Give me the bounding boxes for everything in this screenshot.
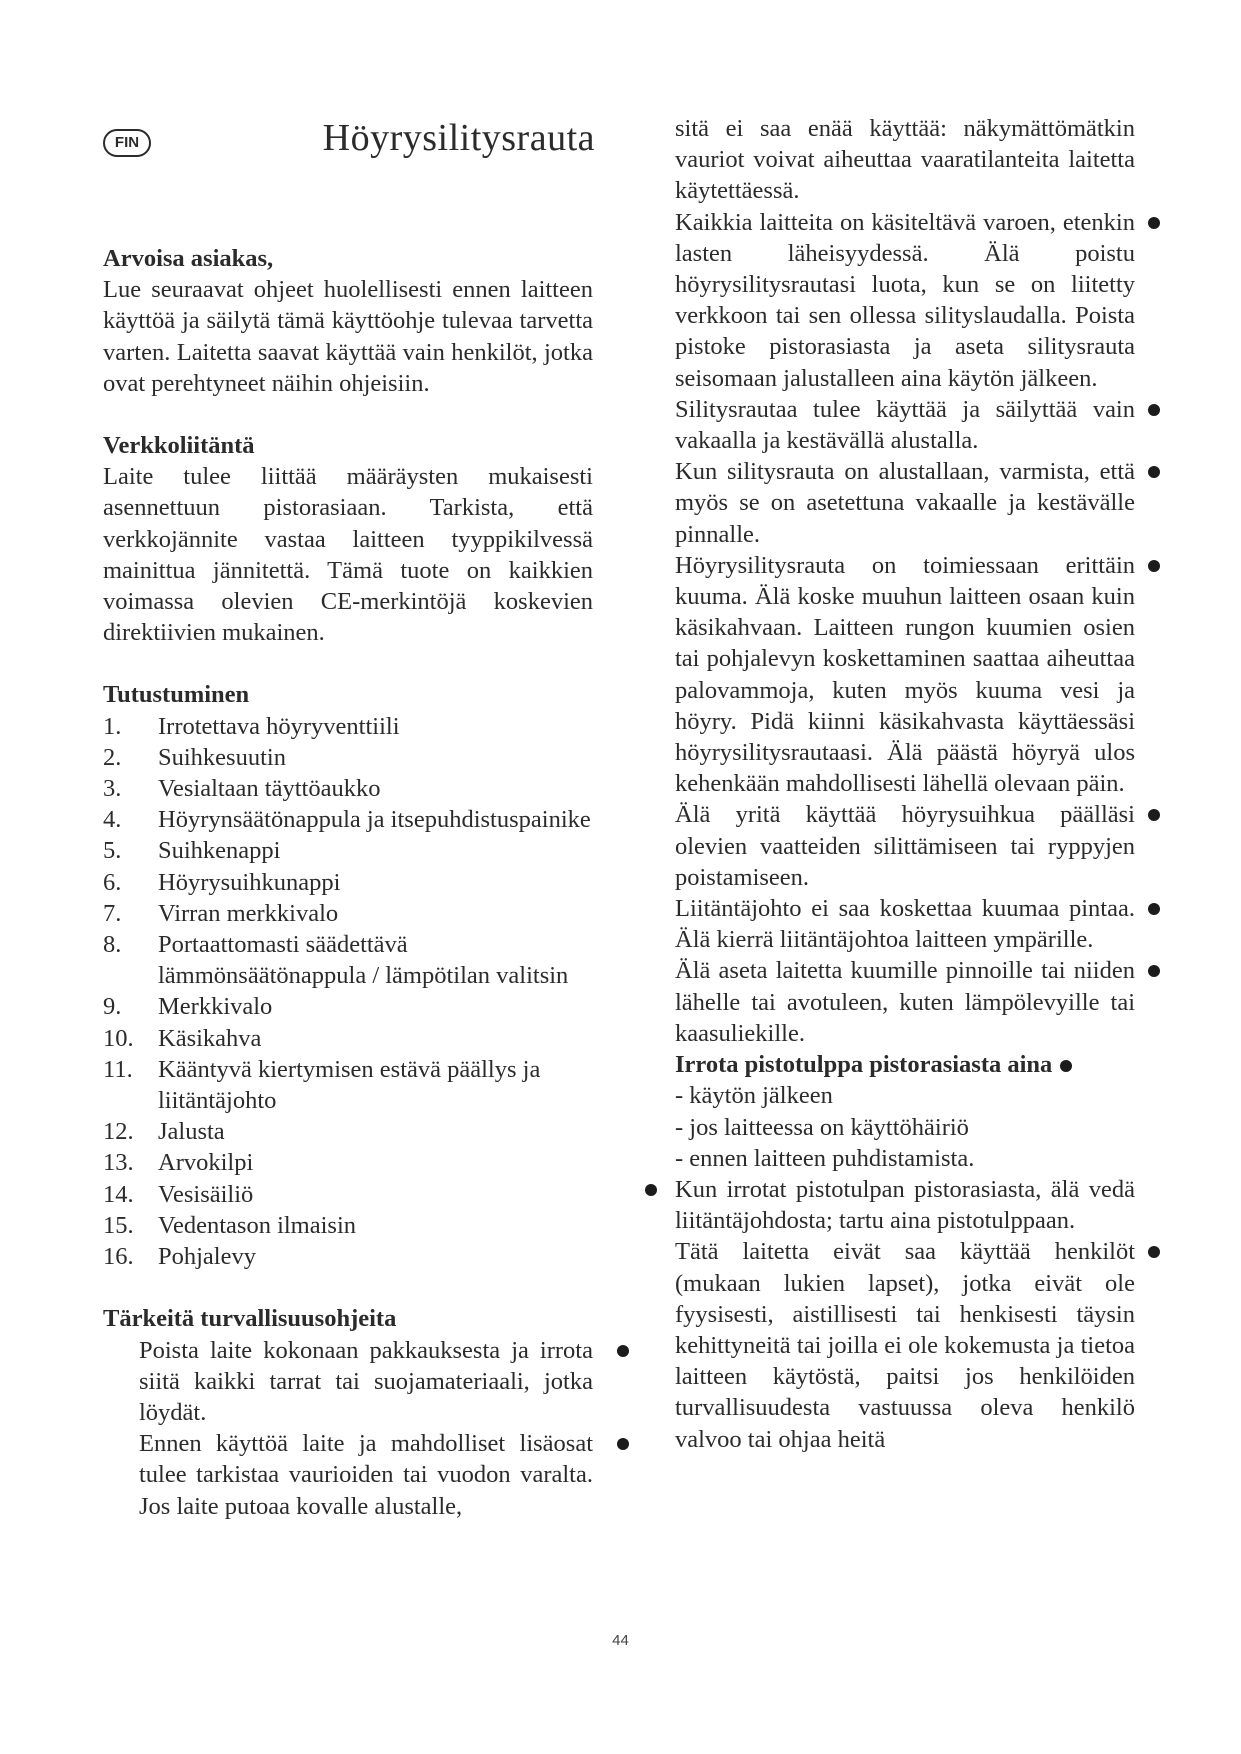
list-item	[103, 773, 593, 804]
safety-item	[675, 550, 1135, 800]
list-item-number: 7.	[103, 899, 122, 927]
bullet-icon	[1148, 560, 1160, 572]
list-item-text: Irrotettava höyryventtiili	[158, 712, 400, 740]
bullet-icon	[645, 1184, 657, 1196]
list-item-number: 10.	[103, 1024, 134, 1052]
list-item-number: 12.	[103, 1118, 134, 1146]
unplug-heading-text: Irrota pistotulppa pistorasiasta aina	[675, 1051, 1053, 1079]
page-title: Höyrysilitysrauta	[322, 117, 595, 159]
list-item-number: 1.	[103, 712, 122, 740]
list-item-number: 5.	[103, 837, 122, 865]
list-item	[103, 742, 593, 773]
list-item-text: Vesisäiliö	[158, 1180, 254, 1208]
list-item	[103, 804, 593, 835]
intro-heading: Arvoisa asiakas,	[103, 245, 274, 272]
list-item-number: 4.	[103, 806, 122, 834]
bullet-icon	[1148, 903, 1160, 915]
list-item	[103, 1023, 593, 1054]
list-item	[103, 929, 593, 991]
list-item-number: 13.	[103, 1149, 134, 1177]
list-item	[103, 1179, 593, 1210]
list-item-text: Kääntyvä kiertymisen estävä päällys ja liitäntäjohto	[158, 1055, 541, 1115]
list-item-text: Jalusta	[158, 1118, 225, 1146]
safety-item	[675, 955, 1135, 1049]
language-badge: FIN	[103, 129, 151, 157]
safety-item	[675, 456, 1135, 550]
list-item-number: 16.	[103, 1243, 134, 1271]
list-item	[103, 1147, 593, 1178]
list-item-number: 6.	[103, 868, 122, 896]
page-number: 44	[612, 1632, 629, 1649]
bullet-icon	[617, 1438, 629, 1450]
familiarization-heading: Tutustuminen	[103, 681, 250, 709]
list-item-text: Virran merkkivalo	[158, 899, 339, 927]
bullet-icon	[1148, 404, 1160, 416]
list-item: - ennen laitteen puhdistamista.	[675, 1144, 975, 1172]
list-item	[103, 1241, 593, 1272]
list-item-text: Käsikahva	[158, 1024, 262, 1052]
safety-item-text: Tätä laitetta eivät saa käyttää henkilöt (mukaan lukien lapset), jotka eivät ole fyysisesti, aistillisesti tai henkisesti täysin kehittyneitä tai joilla ei ole kokemusta ja tietoa laitteen käytöstä, paitsi jos henkilöiden turvallisuudesta vastuussa oleva henkilö valvoo tai ohjaa heitä	[675, 1238, 1135, 1453]
list-item-number: 8.	[103, 931, 122, 959]
safety-item	[675, 394, 1135, 456]
safety-item-text: Silitysrautaa tulee käyttää ja säilyttää vain vakaalla ja kestävällä alustalla.	[675, 395, 1135, 455]
bullet-icon	[1060, 1060, 1072, 1072]
list-item	[103, 711, 593, 742]
list-item-text: Merkkivalo	[158, 993, 273, 1021]
bullet-icon	[1148, 1246, 1160, 1258]
parts-list	[103, 711, 593, 1273]
safety-item-text: Ennen käyttöä laite ja mahdolliset lisäosat tulee tarkistaa vaurioiden tai vuodon varalta. Jos laite putoaa kovalle alustalle,	[139, 1430, 593, 1520]
list-item-text: Höyrynsäätönappula ja itsepuhdistuspainike	[158, 806, 591, 834]
safety-item-text: Älä yritä käyttää höyrysuihkua päälläsi olevien vaatteiden silittämiseen tai ryppyjen poistamiseen.	[675, 801, 1135, 891]
network-text: Laite tulee liittää määräysten mukaisesti asennettuun pistorasiaan. Tarkista, että verkkojännite vastaa laitteen tyyppikilvessä mainittua jännitettä. Tämä tuote on kaikkien voimassa olevien CE-merkintöjä koskevien direktiivien mukainen.	[103, 463, 593, 647]
list-item	[103, 898, 593, 929]
safety-item	[675, 799, 1135, 893]
list-item-number: 9.	[103, 993, 122, 1021]
list-item-number: 2.	[103, 743, 122, 771]
intro-text: Lue seuraavat ohjeet huolellisesti ennen laitteen käyttöä ja säilytä tämä käyttöohje tulevaa tarvetta varten. Laitetta saavat käyttää vain henkilöt, jotka ovat perehtyneet näihin ohjeisiin.	[103, 276, 593, 397]
bullet-icon	[1148, 809, 1160, 821]
safety-item-text: Älä aseta laitetta kuumille pinnoille tai niiden lähelle tai avotuleen, kuten lämpölevyille tai kaasuliekille.	[675, 957, 1135, 1047]
safety-item-text: Höyrysilitysrauta on toimiessaan erittäin kuuma. Älä koske muuhun laitteen osaan kuin käsikahvaan. Laitteen rungon kuumien osien tai pohjalevyn koskettaminen saattaa aiheuttaa palovammoja, kuten myös kuuma vesi ja höyry. Pidä kiinni käsikahvasta käyttäessäsi höyrysilitysrautaasi. Älä päästä höyryä ulos kehenkään mahdollisesti lähellä olevaan päin.	[675, 551, 1135, 798]
list-item-text: Suihkenappi	[158, 837, 281, 865]
bullet-icon	[1148, 217, 1160, 229]
safety-item	[103, 1335, 593, 1429]
list-item-text: Pohjalevy	[158, 1243, 256, 1271]
bullet-icon	[617, 1345, 629, 1357]
list-item-text: Vedentason ilmaisin	[158, 1211, 357, 1239]
list-item: - jos laitteessa on käyttöhäiriö	[675, 1113, 969, 1141]
list-item-text: Arvokilpi	[158, 1149, 254, 1177]
network-heading: Verkkoliitäntä	[103, 432, 255, 460]
list-item-number: 11.	[103, 1055, 133, 1083]
list-item-text: Suihkesuutin	[158, 743, 286, 771]
list-item-text: Höyrysuihkunappi	[158, 868, 341, 896]
safety-item-text: Kun silitysrauta on alustallaan, varmista, että myös se on asetettuna vakaalle ja kestävälle pinnalle.	[675, 458, 1135, 548]
left-column	[103, 113, 593, 1522]
safety-item-text: Kun irrotat pistotulpan pistorasiasta, älä vedä liitäntäjohdosta; tartu aina pistotulppaan.	[675, 1175, 1135, 1235]
safety-item	[675, 1236, 1135, 1454]
safety-heading: Tärkeitä turvallisuusohjeita	[103, 1305, 397, 1333]
list-item	[103, 835, 593, 866]
unplug-list	[675, 1080, 1135, 1174]
safety-item-text: Poista laite kokonaan pakkauksesta ja irrota siitä kaikki tarrat tai suojamateriaali, jotka löydät.	[139, 1336, 593, 1426]
safety-continuation-text: sitä ei saa enää käyttää: näkymättömätkin vauriot voivat aiheuttaa vaaratilanteita laitetta käytettäessä.	[675, 115, 1135, 205]
safety-item	[675, 207, 1135, 394]
list-item-number: 3.	[103, 775, 122, 803]
list-item	[103, 991, 593, 1022]
safety-item-text: Liitäntäjohto ei saa koskettaa kuumaa pintaa. Älä kierrä liitäntäjohtoa laitteen ympärille.	[675, 895, 1135, 954]
list-item-text: Vesialtaan täyttöaukko	[158, 775, 381, 803]
unplug-heading	[675, 1049, 1135, 1080]
safety-item	[675, 1174, 1135, 1236]
list-item-text: Portaattomasti säädettävä lämmönsäätönappula / lämpötilan valitsin	[158, 931, 569, 990]
list-item-number: 14.	[103, 1180, 134, 1208]
right-column	[675, 113, 1135, 1455]
bullet-icon	[1148, 466, 1160, 478]
list-item	[103, 867, 593, 898]
bullet-icon	[1148, 965, 1160, 977]
list-item-number: 15.	[103, 1211, 134, 1239]
safety-item	[675, 893, 1135, 955]
list-item: - käytön jälkeen	[675, 1082, 833, 1110]
safety-item	[103, 1428, 593, 1522]
list-item	[103, 1116, 593, 1147]
page-header	[103, 113, 593, 243]
safety-item-text: Kaikkia laitteita on käsiteltävä varoen, etenkin lasten läheisyydessä. Älä poistu höyrysilitysrautasi luota, kun se on liitetty verkkoon tai sen ollessa silityslaudalla. Poista pistoke pistorasiasta ja aseta silitysrauta seisomaan jalustalleen aina käytön jälkeen.	[675, 208, 1135, 392]
list-item	[103, 1054, 593, 1116]
list-item	[103, 1210, 593, 1241]
